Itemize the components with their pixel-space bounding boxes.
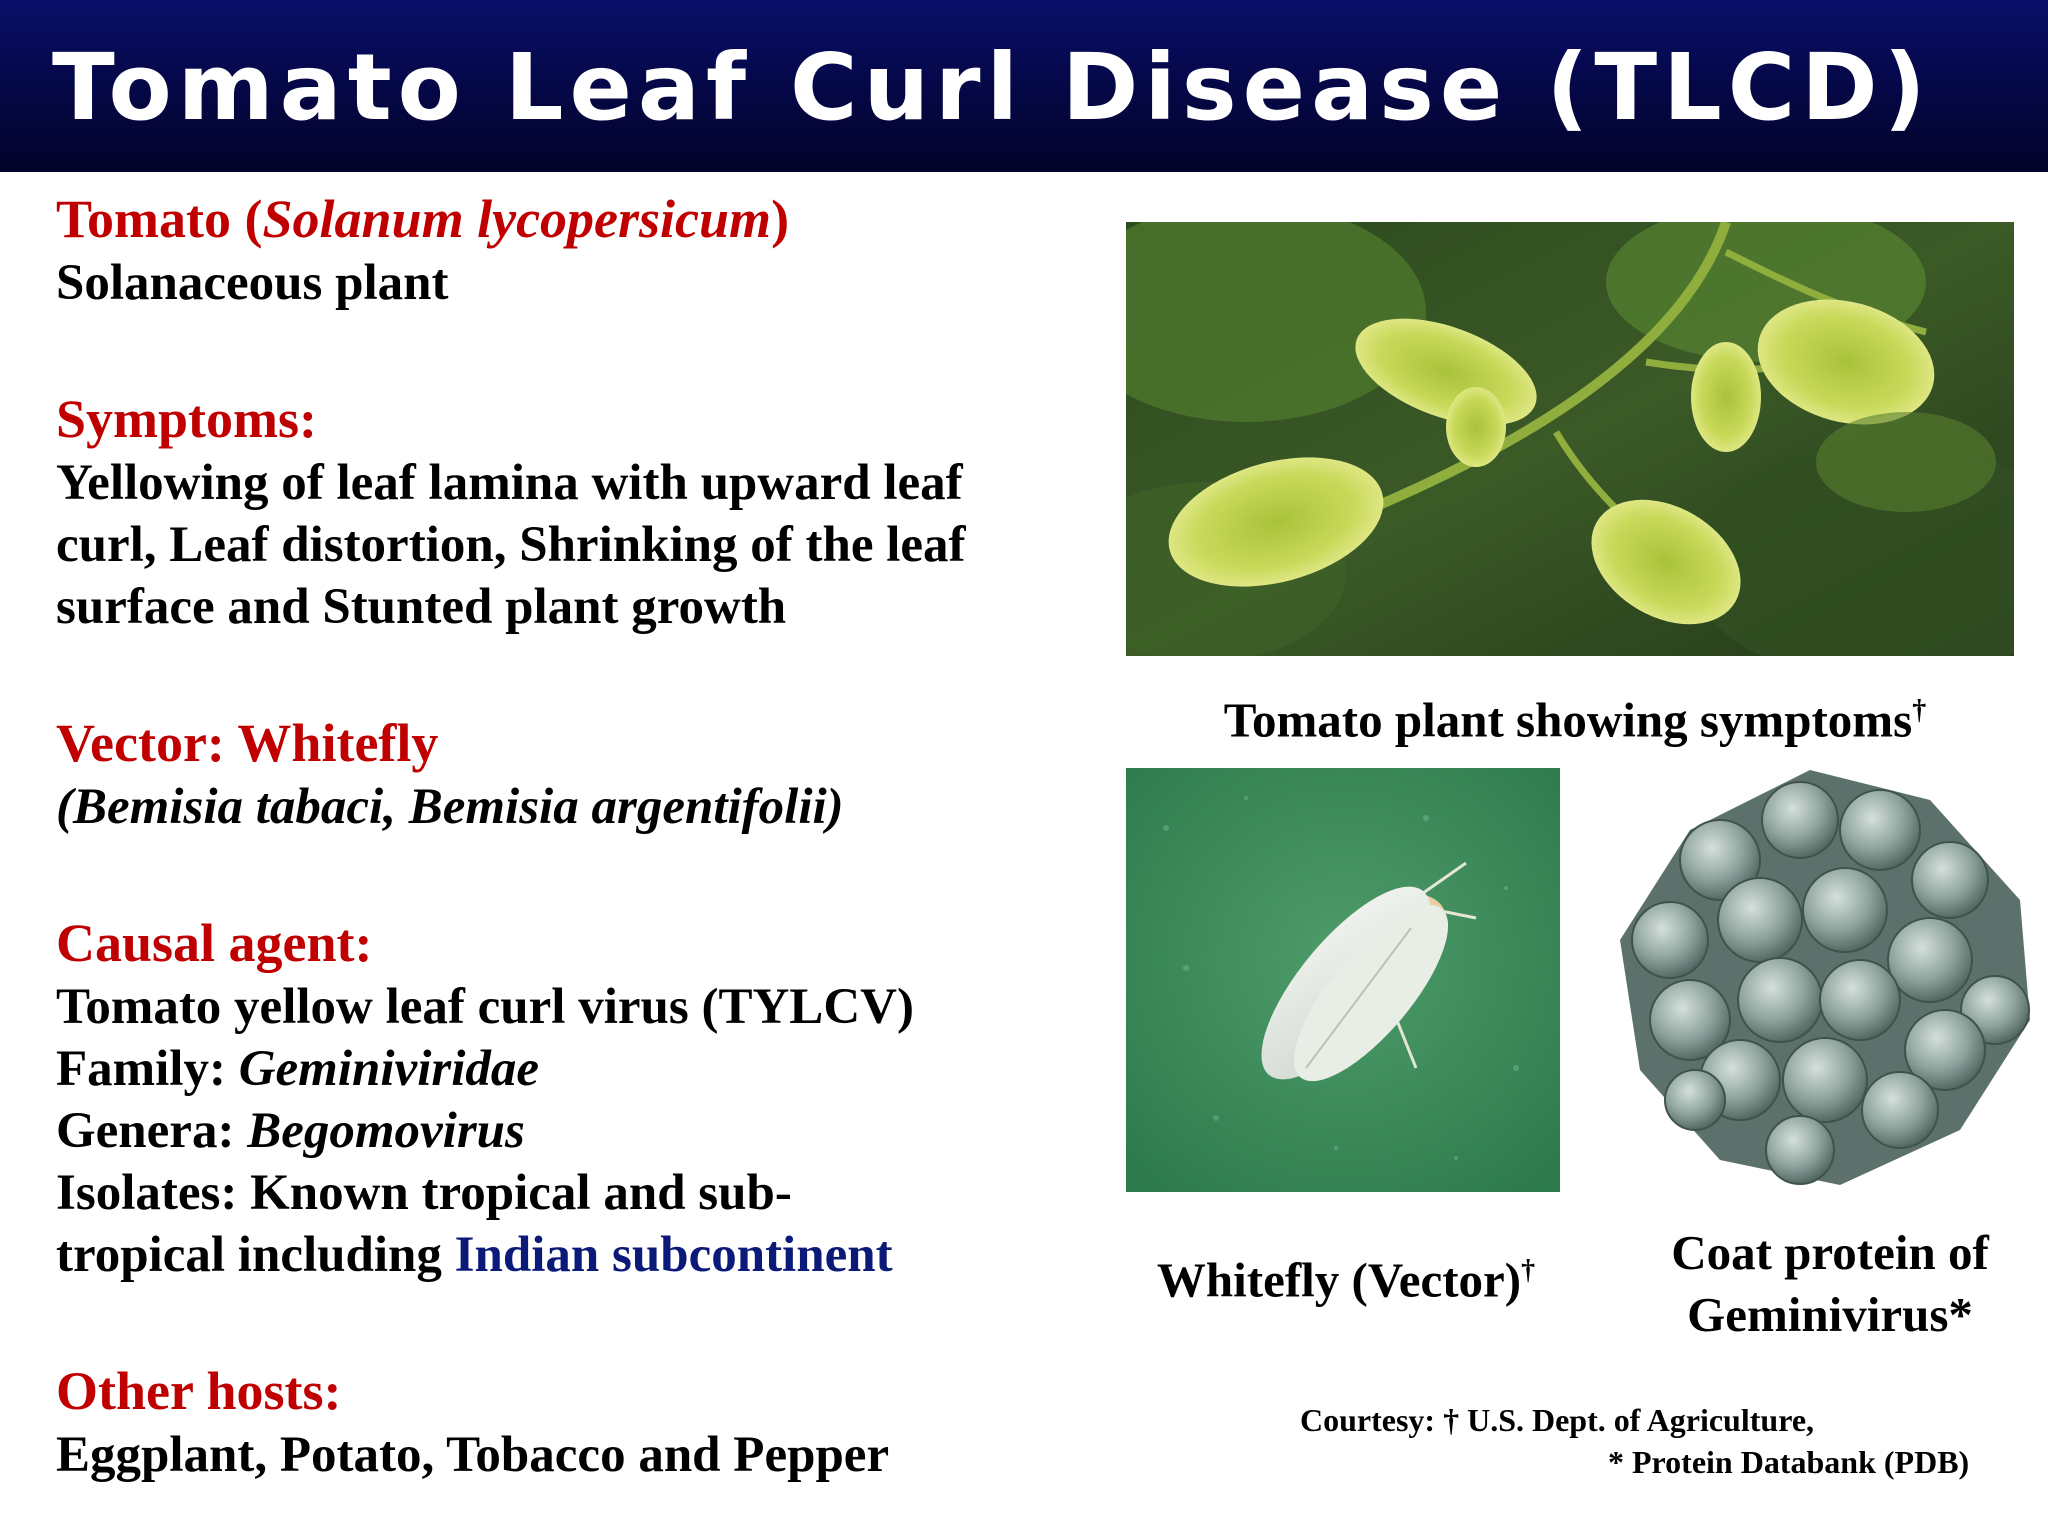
- tomato-plant-photo: [1126, 222, 2014, 656]
- whitefly-caption-mark: †: [1521, 1255, 1536, 1286]
- host-heading: [56, 186, 1096, 252]
- vector-species: (Bemisia tabaci, Bemisia argentifolii): [56, 779, 844, 835]
- virus-name: Tomato yellow leaf curl virus (TYLCV): [56, 979, 914, 1035]
- causal-agent-heading: Causal agent:: [56, 913, 373, 973]
- host-section: [56, 186, 1096, 314]
- host-name-prefix: Tomato (: [56, 189, 263, 249]
- protein-caption-line1: Coat protein of: [1671, 1225, 1989, 1280]
- family-line: [56, 1038, 1096, 1100]
- coat-protein-image: [1600, 760, 2048, 1200]
- host-name-suffix: ): [771, 189, 790, 249]
- content-column: [56, 186, 1096, 1486]
- symptoms-section: [56, 386, 1096, 638]
- plant-caption: [1140, 680, 2010, 751]
- genera-line: [56, 1100, 1096, 1162]
- symptoms-heading: Symptoms:: [56, 389, 318, 449]
- plant-caption-text: Tomato plant showing symptoms: [1223, 692, 1913, 748]
- whitefly-caption-text: Whitefly (Vector): [1156, 1252, 1522, 1308]
- symptoms-line: Yellowing of leaf lamina with upward leaf: [56, 455, 963, 511]
- symptoms-line: surface and Stunted plant growth: [56, 579, 787, 635]
- symptoms-line: curl, Leaf distortion, Shrinking of the leaf: [56, 517, 966, 573]
- isolates-prefix: tropical including: [56, 1227, 455, 1283]
- family-label: Family:: [56, 1041, 239, 1097]
- other-hosts-heading: Other hosts:: [56, 1361, 342, 1421]
- host-scientific-name: Solanum lycopersicum: [262, 189, 772, 249]
- courtesy-line: Courtesy: † U.S. Dept. of Agriculture,: [1300, 1402, 1815, 1438]
- whitefly-caption: [1126, 1240, 1566, 1311]
- vector-section: [56, 710, 1096, 838]
- vector-heading: Vector: Whitefly: [56, 713, 439, 773]
- other-hosts-list: Eggplant, Potato, Tobacco and Pepper: [56, 1427, 890, 1483]
- protein-caption: [1610, 1222, 2048, 1346]
- protein-caption-line2: Geminivirus*: [1687, 1287, 1973, 1342]
- slide-title: Tomato Leaf Curl Disease (TLCD): [52, 34, 1932, 141]
- courtesy-line: * Protein Databank (PDB): [1608, 1444, 1970, 1480]
- genera-label: Genera:: [56, 1103, 248, 1159]
- isolates-highlight: Indian subcontinent: [454, 1227, 893, 1283]
- causal-agent-section: [56, 910, 1096, 1286]
- whitefly-photo: [1126, 768, 1560, 1192]
- host-type: Solanaceous plant: [56, 255, 449, 311]
- isolates-line: [56, 1224, 1096, 1286]
- title-banner: [0, 0, 2048, 172]
- other-hosts-section: [56, 1358, 1096, 1486]
- family-value: Geminiviridae: [238, 1041, 540, 1097]
- isolates-line: Isolates: Known tropical and sub-: [56, 1165, 792, 1221]
- genera-value: Begomovirus: [247, 1103, 525, 1159]
- plant-caption-mark: †: [1912, 695, 1927, 726]
